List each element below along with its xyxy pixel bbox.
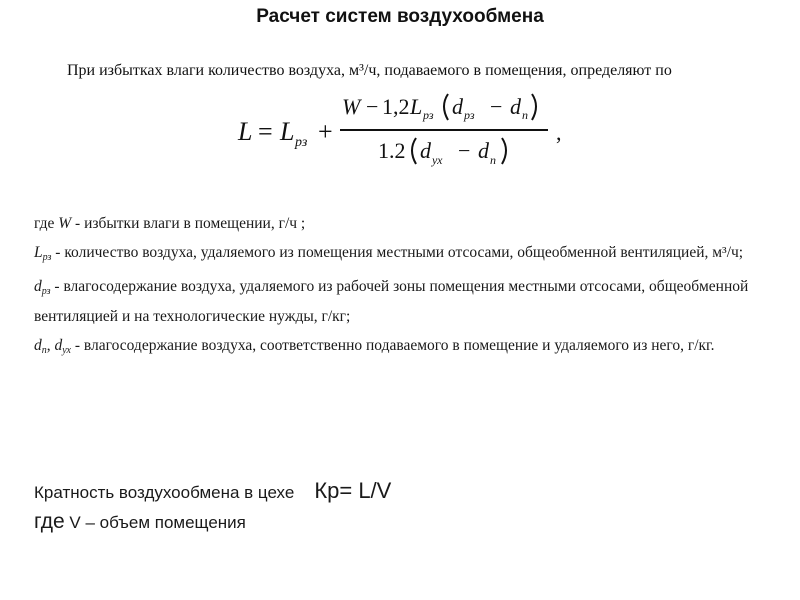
formula-num-d1: d [452,94,463,119]
formula-plus: + [318,117,333,146]
formula-den-d1: d [420,138,431,163]
definition-lrz [34,240,754,270]
definition-subscript: п [41,345,47,356]
formula-lhs: L [238,117,253,146]
definition-text: - количество воздуха, удаляемого из помещения местными отсосами, общеобменной вентиляцией, м³/ч; [51,244,744,261]
formula-num-minus2: − [490,94,503,119]
formula-num-d2: d [510,94,521,119]
definition-symbol: L [34,244,43,261]
definition-w [34,211,754,236]
formula-num-right-paren [532,94,536,120]
definition-drz [34,274,754,329]
definition-dp-dux [34,333,754,363]
formula-num-d2-sub: п [522,108,528,122]
formula-L-base: L [280,117,295,146]
formula-den-coef: 1.2 [378,138,406,163]
air-exchange-rate-label: Кратность воздухообмена в цехе [34,483,295,502]
air-exchange-rate-formula: Кр= L/V [314,478,392,503]
definition-subscript-2: ух [62,345,71,356]
definition-subscript: рз [41,286,51,297]
definition-subscript: рз [42,252,52,263]
formula-comma: , [556,120,562,145]
formula-den-right-paren [502,138,506,164]
definition-separator: , [46,337,55,354]
formula-equals: = [258,117,273,146]
definition-text: - избытки влаги в помещении, г/ч ; [71,215,306,232]
formula-num-minus: − [366,94,379,119]
formula-num-d1-sub: рз [464,108,475,122]
intro-text: При избытках влаги количество воздуха, м³/ч, подаваемого в помещения, определяют по [67,62,672,79]
definition-symbol: d [34,278,42,295]
formula-num-W: W [342,94,361,119]
definitions-list [34,211,754,367]
formula-den-d2: d [478,138,489,163]
formula-L-sub: рз [295,135,308,150]
definition-prefix: где [34,215,59,232]
formula-den-minus: − [458,138,471,163]
formula-num-L-sub: рз [423,108,434,122]
definition-text: - влагосодержание воздуха, соответственно подаваемого в помещение и удаляемого из него, г/кг. [71,337,715,354]
formula-num-coef: 1,2 [382,94,410,119]
definition-symbol-2: d [54,337,63,354]
definition-symbol: W [58,215,72,232]
moisture-formula [230,86,580,170]
definition-symbol: d [34,337,42,354]
formula-den-left-paren [412,138,416,164]
formula-num-left-paren [444,94,448,120]
formula-den-d1-sub: ух [432,153,443,167]
slide-title: Расчет систем воздухообмена [256,6,544,27]
volume-definition-prefix: где [34,510,65,533]
volume-definition-line [34,510,246,534]
air-exchange-rate-line [34,478,391,504]
definition-text: - влагосодержание воздуха, удаляемого из рабочей зоны помещения местными отсосами, общеобменной вентиляцией и на технологические нужды, г/кг; [34,278,749,325]
volume-definition-text: V – объем помещения [64,513,246,532]
formula-num-L: L [410,94,423,119]
formula-den-d2-sub: п [490,153,496,167]
